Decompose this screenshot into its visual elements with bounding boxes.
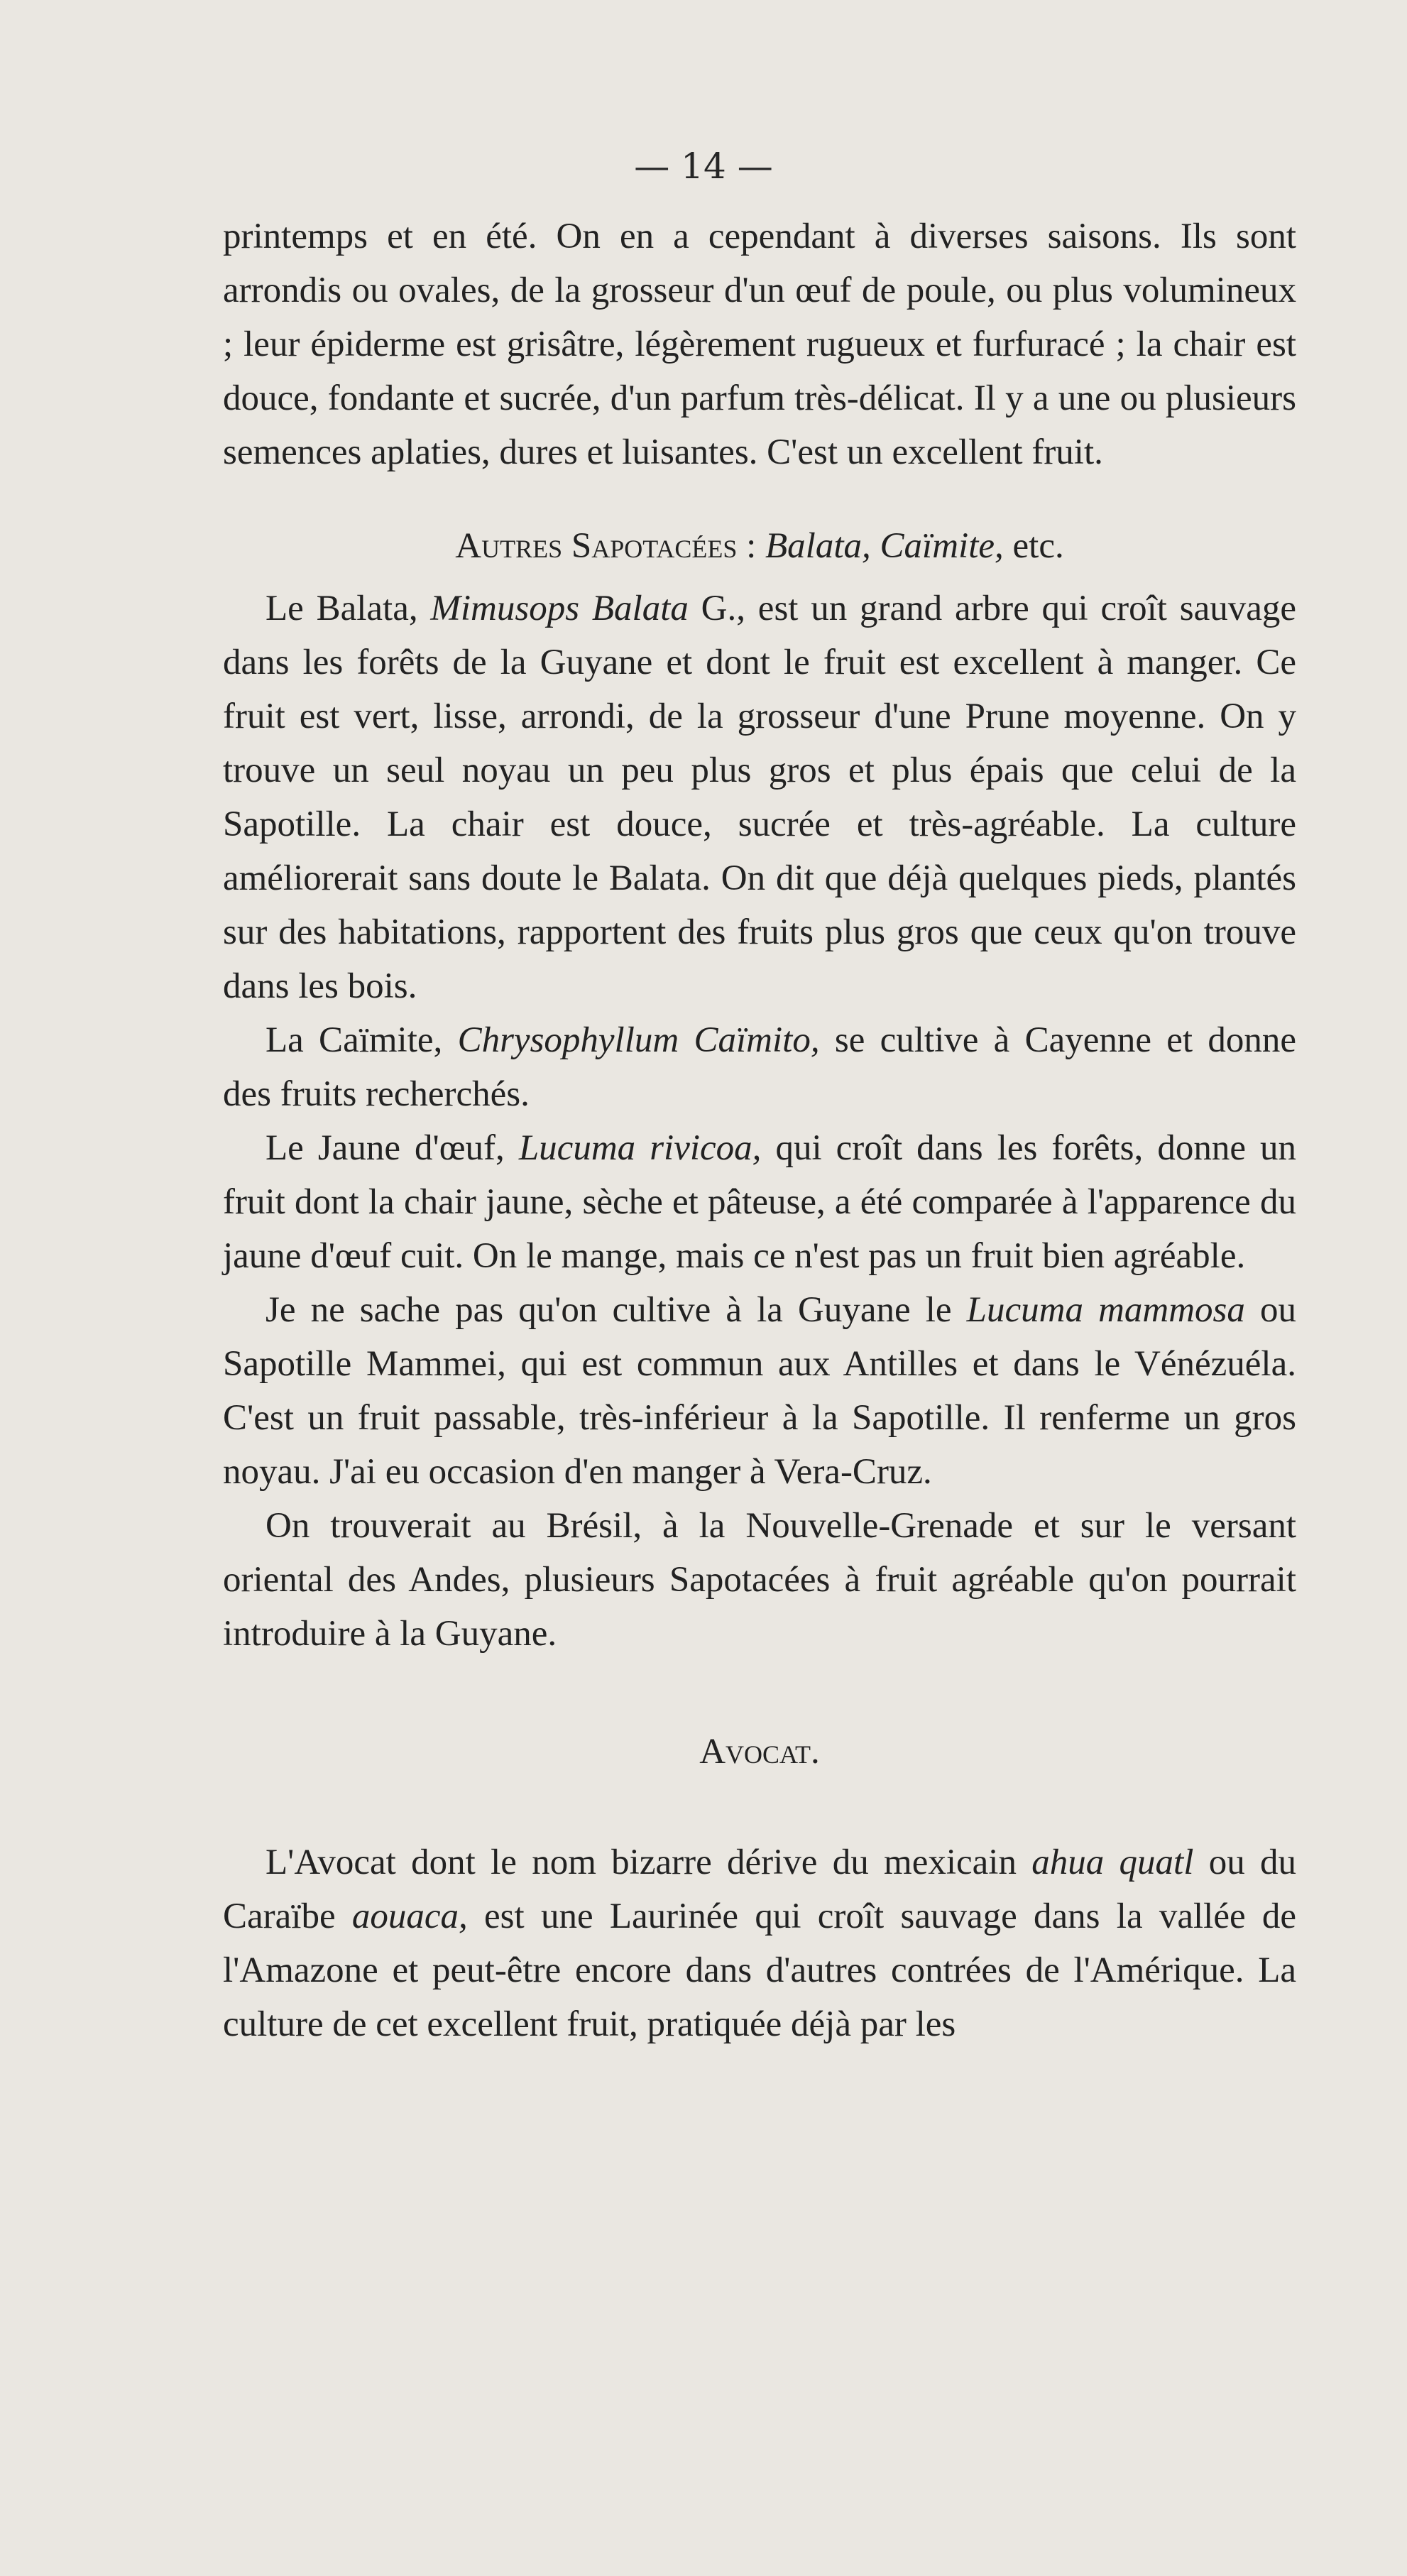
heading-italic: Balata, Caïmite,: [765, 526, 1004, 566]
heading-small-caps: Autres Sapotacées :: [455, 526, 757, 566]
text-run: se cultive à Cayenne et donne des fruits recherchés.: [223, 1020, 1296, 1114]
body-text: [223, 209, 1296, 2051]
paragraph-bresil: On trouverait au Brésil, à la Nouvelle-Grenade et sur le versant oriental des Andes, plusieurs Sapotacées à fruit agréable qu'on pourrait introduire à la Guyane.: [223, 1506, 1296, 1654]
text-run: est une Laurinée qui croît sauvage dans la vallée de l'Amazone et peut-être encore dans d'autres contrées de l'Amérique. La culture de cet excellent fruit, pratiquée déjà par les: [223, 1896, 1297, 2044]
text-run: Le Jaune d'œuf,: [265, 1128, 519, 1168]
species-name: Lucuma rivicoa,: [518, 1128, 762, 1168]
text-run: Je ne sache pas qu'on cultive à la Guyane le: [265, 1290, 967, 1330]
paragraph-sapotille-end: printemps et en été. On en a cependant à diverses saisons. Ils sont arrondis ou ovales, de la grosseur d'un œuf de poule, ou plus volumineux ; leur épiderme est grisâtre, légèrement rugueux et furfuracé ; la chair est douce, fondante et sucrée, d'un parfum très-délicat. Il y a une ou plusieurs semences aplaties, dures et luisantes. C'est un excellent fruit.: [223, 217, 1296, 472]
paragraph-balata: [223, 582, 1296, 1013]
species-name: Lucuma mammosa: [966, 1290, 1245, 1330]
species-name: Chrysophyllum Caïmito,: [457, 1020, 820, 1060]
section-heading-autres-sapotacees: [223, 519, 1296, 573]
text-run: ou du Caraïbe: [223, 1843, 1296, 1936]
text-run: Le Balata,: [265, 589, 431, 628]
text-run: La Caïmite,: [265, 1020, 458, 1060]
text-run: qui croît dans les forêts, donne un fruit dont la chair jaune, sèche et pâteuse, a été comparée à l'apparence du jaune d'œuf cuit. On le mange, mais ce n'est pas un fruit bien agréable.: [223, 1128, 1296, 1276]
word-italic: ahua quatl: [1031, 1843, 1194, 1882]
text-run: G., est un grand arbre qui croît sauvage dans les forêts de la Guyane et dont le fruit est excellent à manger. Ce fruit est vert, lisse, arrondi, de la grosseur d'une Prune moyenne. On y trouve un seul noyau un peu plus gros et plus épais que celui de la Sapotille. La chair est douce, sucrée et très-agréable. La culture améliorerait sans doute le Balata. On dit que déjà quelques pieds, plantés sur des habitations, rapportent des fruits plus gros que ceux qu'on trouve dans les bois.: [223, 589, 1296, 1006]
section-heading-avocat: Avocat.: [699, 1732, 820, 1772]
word-italic: aouaca,: [351, 1896, 468, 1936]
text-run: L'Avocat dont le nom bizarre dérive du mexicain: [265, 1843, 1032, 1882]
species-name: Mimusops Balata: [430, 589, 689, 628]
paragraph-avocat: [223, 1835, 1296, 2051]
page-number: — 14 —: [634, 146, 773, 187]
paragraph-caimite: [223, 1013, 1296, 1121]
text-run: ou Sapotille Mammei, qui est commun aux Antilles et dans le Vénézuéla. C'est un fruit passable, très-inférieur à la Sapotille. Il renferme un gros noyau. J'ai eu occasion d'en manger à Vera-Cruz.: [223, 1290, 1297, 1492]
heading-rest: etc.: [1003, 526, 1064, 566]
paragraph-lucuma-mammosa: [223, 1283, 1296, 1499]
paragraph-jaune-doeuf: [223, 1121, 1296, 1283]
